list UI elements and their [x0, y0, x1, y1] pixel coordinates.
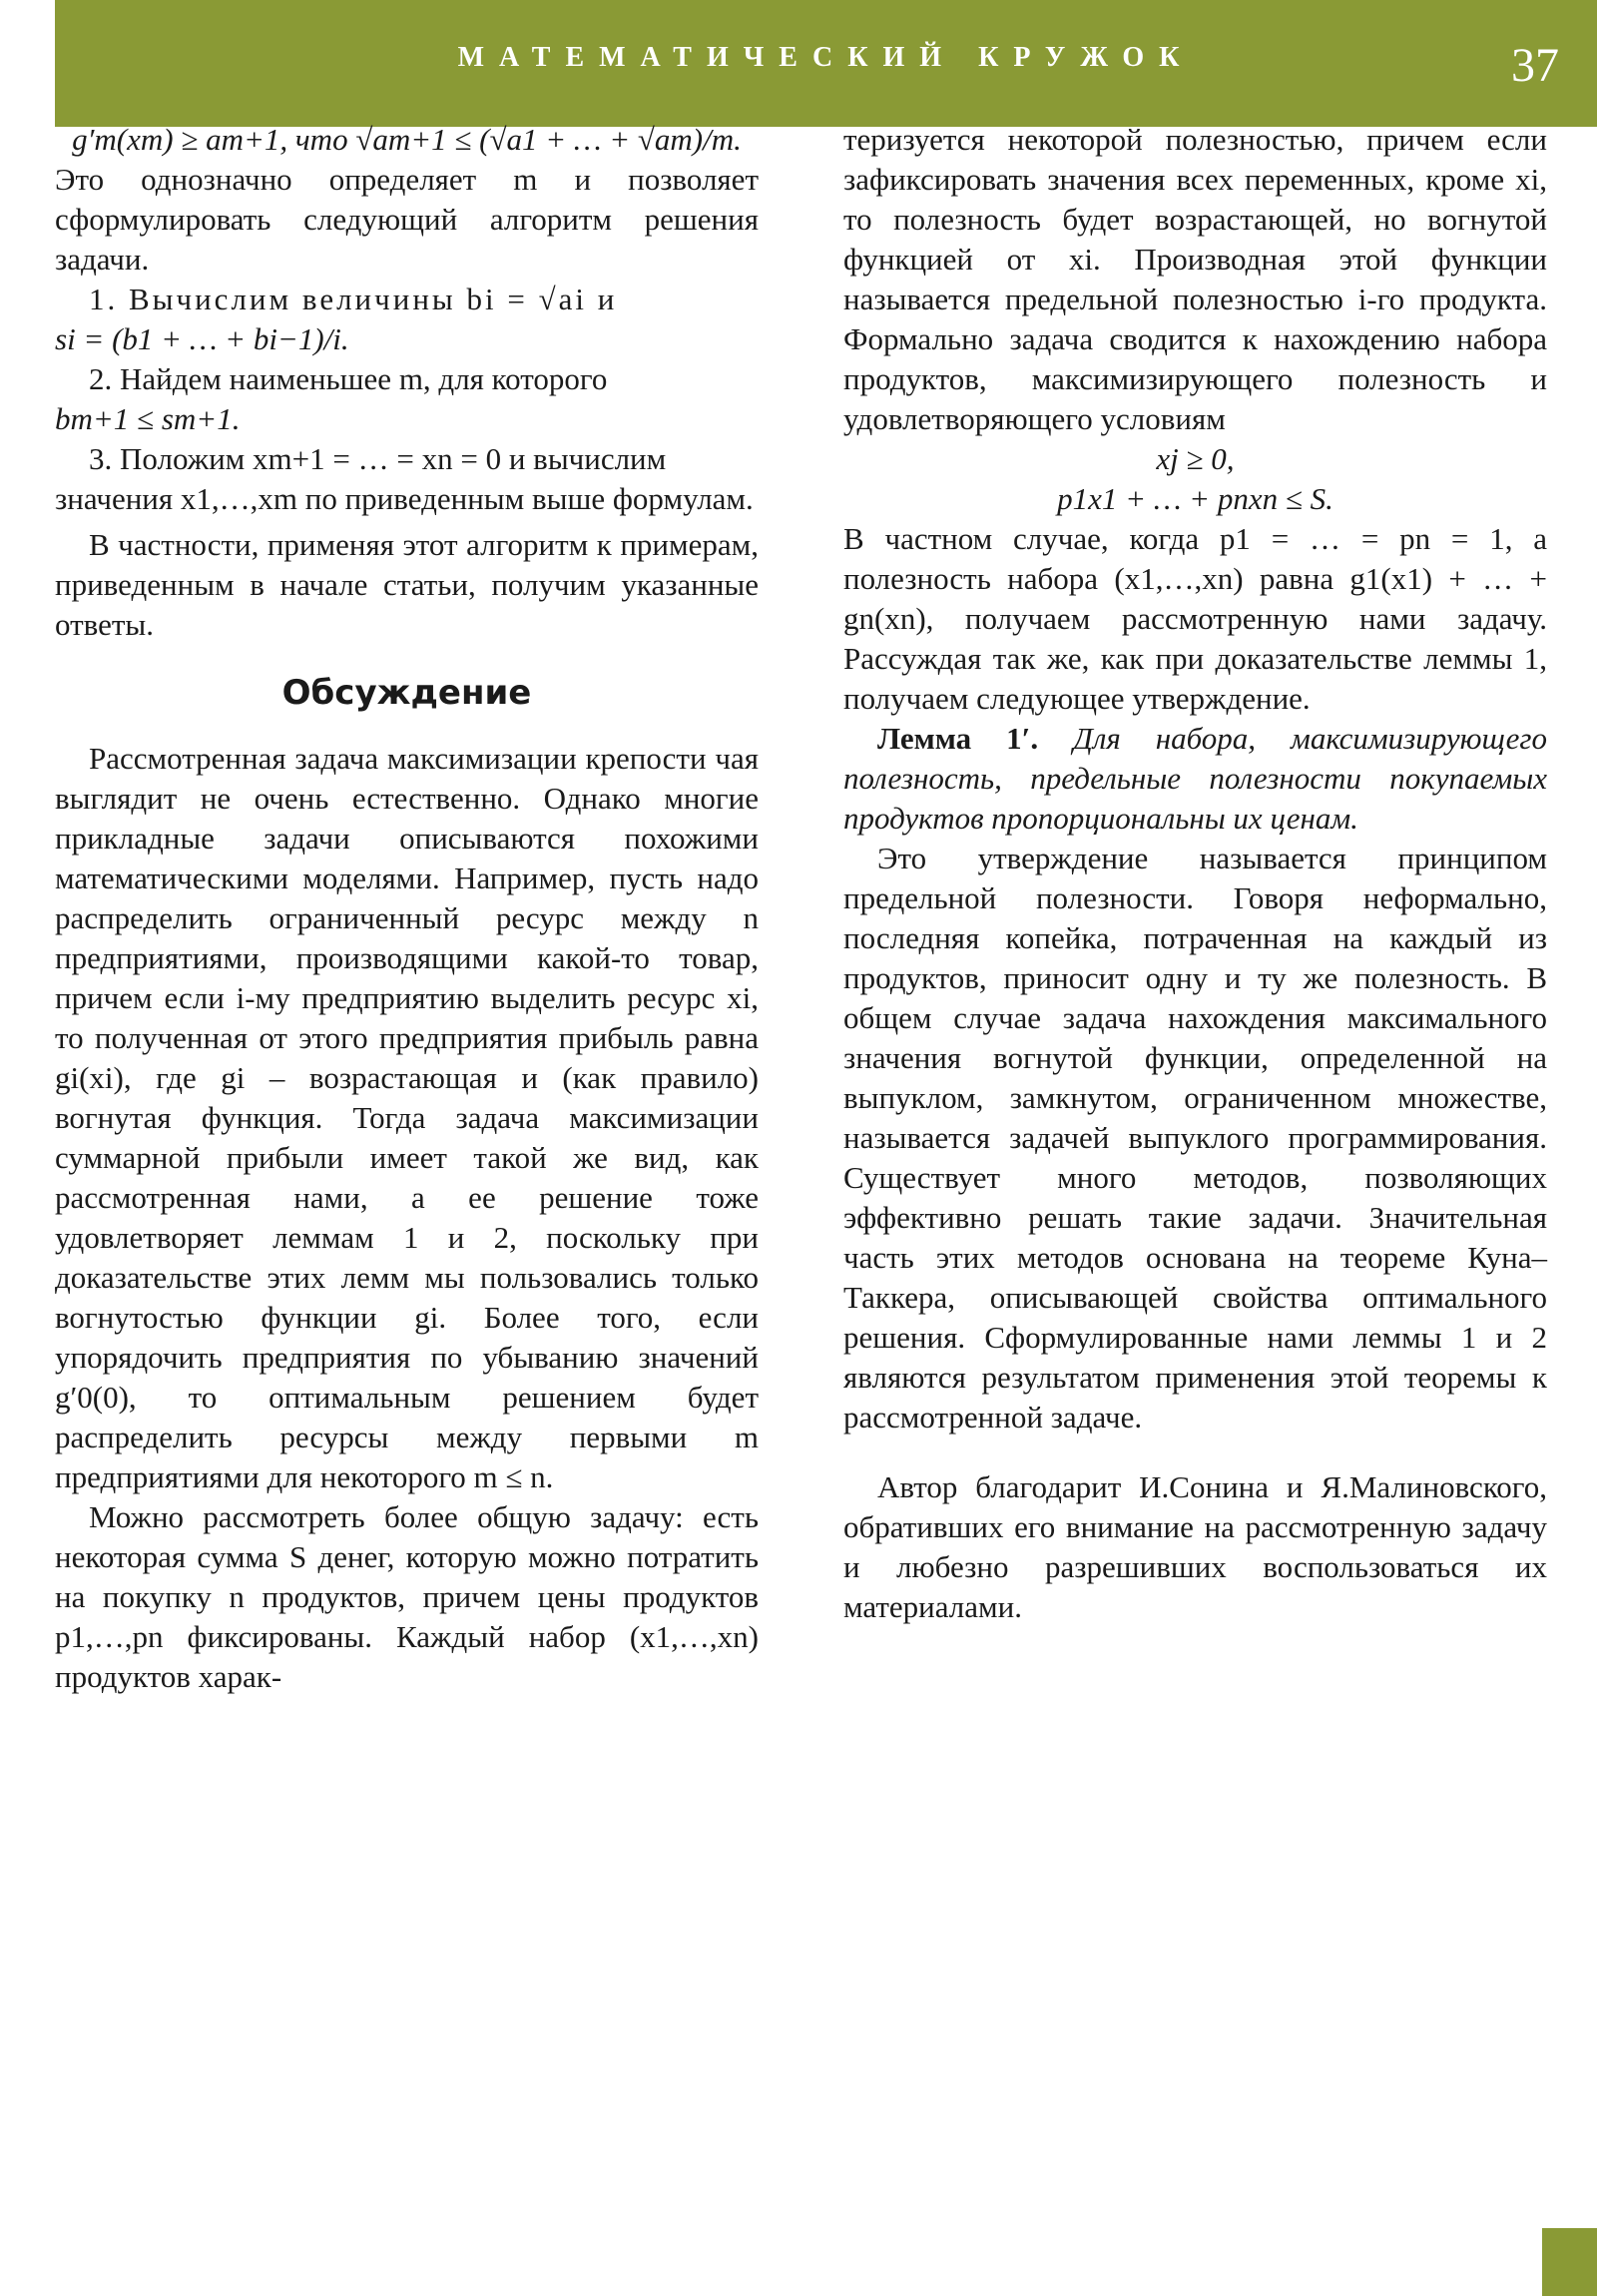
formula-optimality: g′m(xm) ≥ am+1, что √am+1 ≤ (√a1 + … + √am)/m.: [72, 122, 742, 157]
algorithm-step-2: 2. Найдем наименьшее m, для которого: [89, 361, 608, 396]
running-title: МАТЕМАТИЧЕСКИЙ КРУЖОК: [457, 42, 1195, 73]
left-column: [55, 120, 759, 1697]
algorithm-step-3-cont: значения x1,…,xm по приведенным выше формулам.: [55, 481, 754, 516]
paragraph-algorithm-intro: Это однозначно определяет m и позволяет сформулировать следующий алгоритм решения задачи.: [55, 162, 759, 277]
condition-nonnegative: xj ≥ 0,: [1156, 441, 1235, 476]
paragraph-marginal-utility: Это утверждение называется принципом предельной полезности. Говоря неформально, последняя копейка, потраченная на каждый из продуктов, приносит одну и ту же полезность. В общем случае задача нахождения максимального значения вогнутой функции, определенной на выпуклом, замкнутом, ограниченном множестве, называется задачей выпуклого программирования. Существует много методов, позволяющих эффективно решать такие задачи. Значительная часть этих методов основана на теореме Куна–Таккера, описывающей свойства оптимального решения. Сформулированные нами леммы 1 и 2 являются результатом применения этой теоремы к рассмотренной задаче.: [843, 841, 1547, 1435]
lemma-label: Лемма 1′.: [877, 721, 1039, 756]
acknowledgement: Автор благодарит И.Сонина и Я.Малиновского, обративших его внимание на рассмотренную задачу и любезно разрешивших воспользоваться их материалами.: [843, 1469, 1547, 1624]
condition-budget: p1x1 + … + pnxn ≤ S.: [1057, 481, 1333, 516]
paragraph-discussion-1: Рассмотренная задача максимизации крепости чая выглядит не очень естественно. Однако многие прикладные задачи описываются похожими математическими моделями. Например, пусть надо распределить ограниченный ресурс между n предприятиями, производящими какой-то товар, причем если i-му предприятию выделить ресурс xi, то полученная от этого предприятия прибыль равна gi(xi), где gi – возрастающая и (как правило) вогнутая функция. Тогда задача максимизации суммарной прибыли имеет такой же вид, как рассмотренная нами, а ее решение тоже удовлетворяет леммам 1 и 2, поскольку при доказательстве этих лемм мы пользовались только вогнутостью функции gi. Более того, если упорядочить предприятия по убыванию значений g′0(0), то оптимальным решением будет распределить ресурсы между первыми m предприятиями для некоторого m ≤ n.: [55, 741, 759, 1494]
paragraph-particular-case: В частности, применяя этот алгоритм к примерам, приведенным в начале статьи, получим указанные ответы.: [55, 527, 759, 642]
paragraph-special-case: В частном случае, когда p1 = … = pn = 1, а полезность набора (x1,…,xn) равна g1(x1) + … + gn(xn), получаем рассмотренную нами задачу. Рассуждая так же, как при доказательстве леммы 1, получаем следующее утверждение.: [843, 521, 1547, 716]
corner-mark: [1542, 2228, 1597, 2296]
algorithm-step-1-formula: si = (b1 + … + bi−1)/i.: [55, 321, 349, 356]
page-number: 37: [1511, 39, 1559, 92]
algorithm-step-2-formula: bm+1 ≤ sm+1.: [55, 401, 241, 436]
algorithm-step-3: 3. Положим xm+1 = … = xn = 0 и вычислим: [89, 441, 667, 476]
lemma-statement: Для набора, максимизирующего полезность, предельные полезности покупаемых продуктов пропорциональны их ценам.: [843, 721, 1548, 836]
right-column: [843, 120, 1547, 1627]
header-bar: [55, 0, 1597, 127]
lemma-1-prime: [843, 719, 1547, 839]
algorithm-step-1: 1. Вычислим величины bi = √ai и: [89, 282, 618, 316]
section-heading: Обсуждение: [281, 673, 532, 713]
paragraph-discussion-2: Можно рассмотреть более общую задачу: есть некоторая сумма S денег, которую можно потратить на покупку n продуктов, причем цены продуктов p1,…,pn фиксированы. Каждый набор (x1,…,xn) продуктов харак-: [55, 1499, 759, 1694]
paragraph-utility: теризуется некоторой полезностью, причем если зафиксировать значения всех переменных, кроме xi, то полезность будет возрастающей, но вогнутой функцией от xi. Производная этой функции называется предельной полезностью i-го продукта. Формально задача сводится к нахождению набора продуктов, максимизирующего полезность и удовлетворяющего условиям: [843, 122, 1547, 436]
